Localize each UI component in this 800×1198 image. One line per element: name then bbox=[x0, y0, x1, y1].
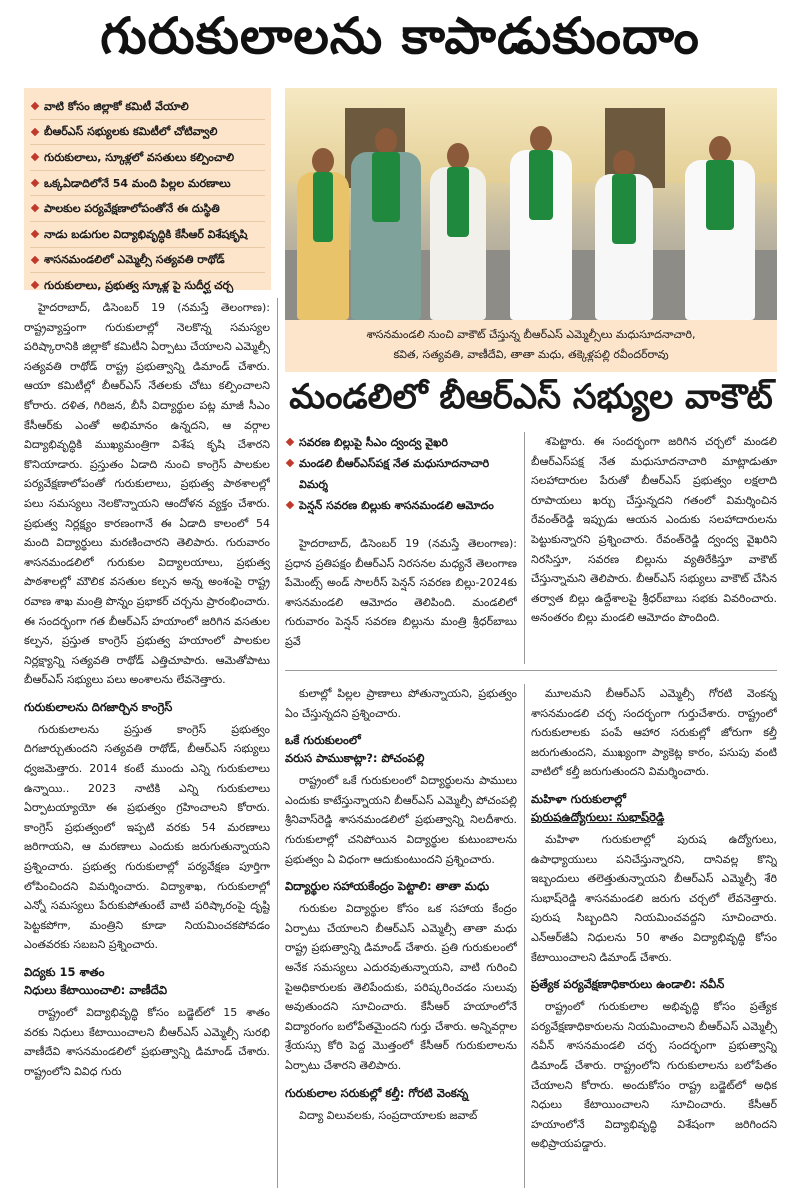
photo-person-head bbox=[709, 136, 731, 162]
photo-person bbox=[685, 136, 755, 320]
news-photo bbox=[285, 88, 777, 320]
section-heading bbox=[285, 731, 517, 767]
article-column-2 bbox=[285, 684, 517, 1194]
section-heading: గురుకులాలను దిగజార్చిన కాంగ్రెస్‌ bbox=[24, 699, 173, 714]
article-column-2-top bbox=[285, 534, 517, 662]
photo-green-scarf bbox=[706, 160, 734, 230]
photo-caption-line: కవిత, సత్యవతి, వాణీదేవి, తాతా మధు, తక్కెళ్లపల్లి రవీందర్‌రావు bbox=[393, 348, 669, 361]
highlight-item: గురుకులాలు, స్కూళ్లలో వసతులు కల్పించాలి bbox=[30, 145, 265, 171]
photo-person-head bbox=[375, 128, 397, 154]
photo-person bbox=[510, 126, 572, 320]
highlight-item: పెన్షన్‌ సవరణ బిల్లుకు శాసనమండలి ఆమోదం bbox=[285, 495, 517, 516]
highlight-item: నాడు బడుగుల విద్యాభివృద్ధికి కేసీఆర్‌ విశేషకృషి bbox=[30, 222, 265, 248]
column-divider bbox=[524, 684, 525, 1188]
highlight-item: మండలి బీఆర్‌ఎస్‌పక్ష నేత మధుసూదనాచారి విమర్శ bbox=[285, 453, 517, 495]
photo-person-head bbox=[530, 126, 552, 152]
highlight-item: గురుకులాలు, ప్రభుత్వ స్కూళ్ల పై సుదీర్ఘ చర్చ bbox=[30, 273, 265, 298]
column-divider bbox=[524, 432, 525, 664]
section-heading-line: నిధులు కేటాయించాలి: వాణీదేవి bbox=[24, 983, 168, 997]
photo-green-scarf bbox=[313, 172, 334, 242]
article-paragraph: శపెట్టారు. ఈ సందర్భంగా జరిగిన చర్చలో మండలి బీఆర్‌ఎస్‌పక్ష నేత మధుసూదనాచారి మాట్లాడుతూ సలహాదారుల పేరుతో బీఆర్‌ఎస్‌ ప్రభుత్వం లక్షలాది రూపాయలు ఖర్చు చేస్తున్నదని గతంలో విమర్శించిన రేవంత్‌రెడ్డి ఇప్పుడు ఆయన ఎందుకు సలహాదారులను పెట్టుకున్నారని ప్రశ్నించారు. రేవంత్‌రెడ్డి ద్వంద్వ వైఖరిని నిరసిస్తూ, సవరణ బిల్లును వ్యతిరేకిస్తూ వాకౌట్‌ చేస్తున్నామని తెలిపారు. బీఆర్‌ఎస్‌ సభ్యులు వాకౌట్‌ చేసిన తర్వాత బిల్లు ఉద్దేశాలపై శ్రీధర్‌బాబు సభకు వివరించారు. అనంతరం బిల్లు మండలి ఆమోదం పొందింది. bbox=[531, 435, 777, 625]
section-heading-line: మహిళా గురుకులాల్లో bbox=[531, 791, 626, 806]
highlights-box bbox=[24, 88, 271, 290]
photo-person bbox=[430, 143, 486, 320]
article-paragraph: కులాల్లో పిల్లల ప్రాణాలు పోతున్నాయని, ప్రభుత్వం ఏం చేస్తున్నదని ప్రశ్నించారు. bbox=[285, 687, 517, 720]
article-column-3 bbox=[531, 684, 777, 1194]
highlight-item: బీఆర్‌ఎస్‌ సభ్యులకు కమిటీలో చోటివ్వాలి bbox=[30, 120, 265, 146]
photo-caption bbox=[285, 320, 777, 372]
photo-person-head bbox=[312, 148, 334, 174]
article-paragraph: గురుకులాలను ప్రస్తుత కాంగ్రెస్‌ ప్రభుత్వం దిగజార్చుతుందని సత్యవతి రాథోడ్‌, బీఆర్‌ఎస్‌ సభ్యులు ధ్వజమెత్తారు. 2014 కంటే ముందు ఎన్ని గురుకులాలు ఉన్నాయి.. 2023 నాటికి ఎన్ని గురుకులాలు ఏర్పాటయ్యాయో ఈ ప్రభుత్వం గ్రహించాలని కోరారు. కాంగ్రెస్‌ ప్రభుత్వంలో ఇప్పటి వరకు 54 మరణాలు జరిగాయని, ఆ మరణాలు ఎందుకు జరుగుతున్నాయని ప్రశ్నించారు. ప్రభుత్వ గురుకులాల్లో పర్యవేక్షణ పూర్తిగా లోపించిందని విమర్శించారు. విద్యాశాఖ, గురుకులాల్లో ఎన్నో సమస్యలు పేరుకుపోతుంటే వాటి పరిష్కారంపై దృష్టి పెట్టకపోగా, మంత్రిని కూడా నియమించకపోవడం ఎంతవరకు సబబని ప్రశ్నించారు. bbox=[24, 722, 270, 952]
section-heading bbox=[24, 963, 270, 999]
photo-green-scarf bbox=[529, 150, 554, 220]
photo-green-scarf bbox=[612, 174, 635, 244]
article-paragraph: గురుకుల విద్యార్థుల కోసం ఒక సహాయ కేంద్రం ఏర్పాటు చేయాలని బీఆర్‌ఎస్‌ ఎమ్మెల్సీ తాతా మధు రాష్ట్ర ప్రభుత్వాన్ని డిమాండ్‌ చేశారు. ప్రతి గురుకులంలో అనేక సమస్యలు ఎదురవుతున్నాయని, వాటి గురించి పైఅధికారులకు తెలిపేందుకు, పరిష్కరించడం సులువు అవుతుందని సూచించారు. కేసీఆర్‌ హయాంలోనే విద్యారంగం బలోపేతమైందని గుర్తు చేశారు. అన్నివర్గాల శ్రేయస్సు కోరి పెద్ద మొత్తంలో కేసీఆర్‌ గురుకులాలను ఏర్పాటు చేశారని తెలిపారు. bbox=[285, 902, 517, 1072]
article-paragraph: మూలమని బీఆర్‌ఎస్‌ ఎమ్మెల్సీ గోరటి వెంకన్న శాసనమండలి చర్చ సందర్భంగా గుర్తుచేశారు. రాష్ట్రంలో గురుకులాలకు పంపే ఆహార సరుకుల్లో జోరుగా కల్తీ జరుగుతుందని, ముఖ్యంగా ప్యాకెట్ల కారం, పసుపు వంటి వాటిలో కల్తీ జరుగుతుందని విమర్శించారు. bbox=[531, 687, 777, 779]
section-heading: ప్రత్యేక పర్యవేక్షణాధికారులు ఉండాలి: నవీన్‌ bbox=[531, 977, 725, 992]
highlight-item: ఒక్కఏడాదిలోనే 54 మంది పిల్లల మరణాలు bbox=[30, 171, 265, 197]
photo-caption-line: శాసనమండలి నుంచి వాకౌట్‌ చేస్తున్న బీఆర్‌ఎస్‌ ఎమ్మెల్సీలు మధుసూదనాచారి, bbox=[366, 328, 696, 341]
highlight-item: సవరణ బిల్లుపై సీఎం ద్వంద్వ వైఖరి bbox=[285, 432, 517, 453]
section-heading bbox=[531, 790, 777, 826]
photo-person bbox=[351, 128, 421, 320]
column-divider bbox=[277, 298, 278, 1188]
article-paragraph: రాష్ట్రంలో గురుకులాల అభివృద్ధి కోసం ప్రత్యేక పర్యవేక్షణాధికారులను నియమించాలని బీఆర్‌ఎస్‌ ఎమ్మెల్సీ నవీన్‌ శాసనమండలి చర్చ సందర్భంగా ప్రభుత్వాన్ని డిమాండ్‌ చేశారు. రాష్ట్రంలోని గురుకులాలను బలోపేతం చేయాలని కోరారు. అందుకోసం రాష్ట్ర బడ్జెట్‌లో అధిక నిధులు కేటాయించాలని సూచించారు. కేసీఆర్‌ హయాంలోనే విద్యాభివృద్ధి విశేషంగా జరిగిందని అభిప్రాయపడ్డారు. bbox=[531, 1000, 777, 1151]
secondary-headline: మండలిలో బీఆర్‌ఎస్‌ సభ్యుల వాకౌట్‌ bbox=[289, 377, 773, 417]
section-heading-line: ఒకే గురుకులంలో bbox=[285, 733, 361, 748]
highlight-item: శాసనమండలిలో ఎమ్మెల్సీ సత్యవతి రాథోడ్‌ bbox=[30, 248, 265, 274]
highlight-item: పాలకుల పర్యవేక్షణాలోపంతోనే ఈ దుస్థితి bbox=[30, 196, 265, 222]
photo-person-head bbox=[613, 150, 635, 176]
article-paragraph: విద్యా విలువలకు, సంప్రదాయాలకు జవాబ్ bbox=[299, 1108, 478, 1122]
photo-green-scarf bbox=[372, 152, 400, 222]
article-column-3-top bbox=[531, 432, 777, 664]
article-paragraph: హైదరాబాద్‌, డిసెంబర్‌ 19 (నమస్తే తెలంగాణ): రాష్ట్రవ్యాప్తంగా గురుకులాల్లో నెలకొన్న సమస్యల పరిష్కారానికి జిల్లాకో కమిటీని ఏర్పాటు చేయాలని ఎమ్మెల్సీ సత్యవతి రాథోడ్‌ రాష్ట్ర ప్రభుత్వాన్ని డిమాండ్‌ చేశారు. ఆయా కమిటీల్లో బీఆర్‌ఎస్‌ నేతలకు చోటు కల్పించాలని కోరారు. దళిత, గిరిజన, బీసీ విద్యార్థుల పట్ల మాజీ సీఎం కేసీఆర్‌కు ఎంతో అభిమానం ఉన్నదని, ఆ వర్గాల విద్యాభివృద్ధికి ముఖ్యమంత్రిగా విశేష కృషి చేశారని కొనియాడారు. ప్రస్తుతం ఏడాది నుంచి కాంగ్రెస్‌ పాలకుల పర్యవేక్షణాలోపంతో గురుకులాలు, ప్రభుత్వ పాఠశాలల్లో పలు సమస్యలు నెలకొన్నాయని ఆందోళన వ్యక్తం చేశారు. ప్రభుత్వ నిర్లక్ష్యం కారణంగానే ఈ ఏడాది కాలంలో 54 మంది విద్యార్థులు మరణించారని తెలిపారు. గురువారం శాసనమండలిలో గురుకుల విద్యాలయాలు, ప్రభుత్వ పాఠశాలల్లో మౌలిక వసతుల కల్పన అన్న అంశంపై రాష్ట్ర రవాణ శాఖ మంత్రి పొన్నం ప్రభాకర్‌ చర్చను ప్రారంభించారు. ఈ సందర్భంగా గత బీఆర్‌ఎస్‌ హయాంలో జరిగిన వసతుల కల్పన, ప్రస్తుత కాంగ్రెస్‌ ప్రభుత్వ హయాంలో పాలకుల నిర్లక్ష్యాన్ని సత్యవతి రాథోడ్‌ ఎత్తిచూపారు. ఆమెతోపాటు బీఆర్‌ఎస్‌ సభ్యులు పలు అంశాలను లేవనెత్తారు. bbox=[24, 301, 270, 687]
article-paragraph: మహిళా గురుకులాల్లో పురుష ఉద్యోగులు, ఉపాధ్యాయులు పనిచేస్తున్నారని, దానివల్ల కొన్ని ఇబ్బందులు తలెత్తుతున్నాయని బీఆర్‌ఎస్‌ ఎమ్మెల్సీ శేరి సుభాష్‌రెడ్డి శాసనమండలి జరుగు చర్చలో లేవనెత్తారు. పురుష సిబ్బందిని నియమించవద్దని సూచించారు. ఎన్‌ఆర్‌జీఏ నిధులను 50 శాతం విద్యాభివృద్ధి కోసం కేటాయించాలని డిమాండ్‌ చేశారు. bbox=[531, 832, 777, 964]
highlight-item: వాటి కోసం జిల్లాకో కమిటీ వేయాలి bbox=[30, 94, 265, 120]
section-heading: విద్యార్థుల సహాయకేంద్రం పెట్టాలి: తాతా మధు bbox=[285, 879, 490, 894]
photo-green-scarf bbox=[447, 167, 469, 237]
story-divider bbox=[285, 670, 777, 671]
section-heading-line: వరుస పాముకాట్లా?: పోచంపల్లి bbox=[285, 751, 425, 766]
photo-person-head bbox=[447, 143, 469, 169]
section-heading-line: విద్యకు 15 శాతం bbox=[24, 965, 105, 979]
photo-person bbox=[297, 148, 349, 320]
article-paragraph: రాష్ట్రంలో విద్యాభివృద్ధి కోసం బడ్జెట్‌లో 15 శాతం వరకు నిధులు కేటాయించాలని బీఆర్‌ఎస్‌ ఎమ్మెల్సీ సురభి వాణీదేవి శాసనమండలిలో ప్రభుత్వాన్ని డిమాండ్‌ చేశారు. రాష్ట్రంలోని వివిధ గురు bbox=[24, 1006, 270, 1078]
article-paragraph: రాష్ట్రంలో ఒకే గురుకులంలో విద్యార్థులను పాములు ఎందుకు కాటేస్తున్నాయని బీఆర్‌ఎస్‌ ఎమ్మెల్సీ పోచంపల్లి శ్రీనివాస్‌రెడ్డి శాసనమండలిలో ప్రభుత్వాన్ని నిలదీశారు. గురుకులాల్లో చనిపోయిన విద్యార్థుల కుటుంబాలను ప్రభుత్వం ఏ విధంగా ఆదుకుంటుందని ప్రశ్నించారు. bbox=[285, 774, 517, 866]
article-paragraph: హైదరాబాద్‌, డిసెంబర్‌ 19 (నమస్తే తెలంగాణ): ప్రధాన ప్రతిపక్షం బీఆర్‌ఎస్‌ నిరసనల మధ్యనే తెలంగాణ పేమెంట్స్‌ అండ్‌ సాలరీస్‌ పెన్షన్‌ సవరణ బిల్లు-2024కు శాసనమండలి ఆమోదం తెలిపింది. మండలిలో గురువారం పెన్షన్‌ సవరణ బిల్లును మంత్రి శ్రీధర్‌బాబు ప్రవే bbox=[285, 537, 517, 648]
article-column-1 bbox=[24, 298, 270, 1194]
section-heading-line: పురుషఉద్యోగులు: సుభాష్‌రెడ్డి bbox=[531, 809, 665, 824]
headline: గురుకులాలను కాపాడుకుందాం bbox=[100, 6, 700, 65]
section-heading: గురుకులాల సరుకుల్లో కల్తీ: గోరటి వెంకన్న bbox=[285, 1085, 469, 1100]
photo-person bbox=[595, 150, 653, 320]
walkout-highlights bbox=[285, 432, 517, 530]
